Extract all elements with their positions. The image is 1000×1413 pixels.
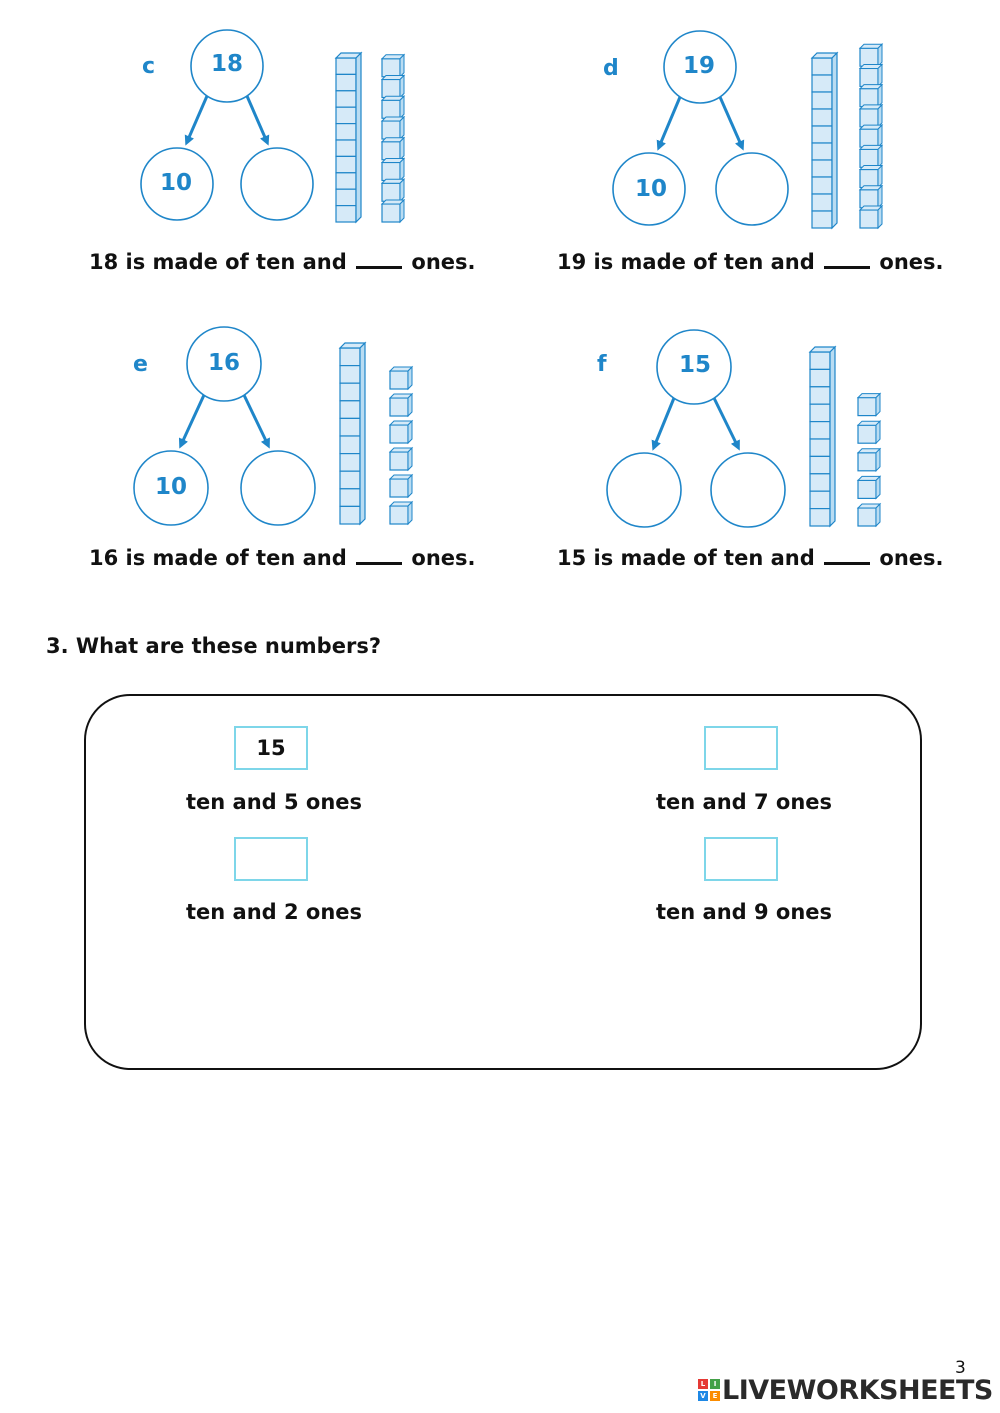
ones-cube-d: [860, 68, 878, 86]
ones-cube-side-e: [408, 448, 412, 470]
blank-d[interactable]: [824, 250, 870, 269]
ten-rod-cell-f: [810, 404, 830, 421]
ten-rod-side-f: [830, 347, 835, 526]
ten-rod-cell-c: [336, 189, 356, 205]
ones-cube-side-e: [408, 502, 412, 524]
ten-rod-cell-d: [812, 211, 832, 228]
whole-number-d: 19: [682, 53, 715, 79]
part-number-d: 10: [634, 176, 667, 202]
item-label-3: ten and 2 ones: [186, 900, 363, 924]
ten-rod-cell-d: [812, 58, 832, 75]
sentence-c-start: 18 is made of ten and: [89, 250, 347, 274]
arrow-right-c: [247, 96, 267, 142]
ten-rod-cell-d: [812, 143, 832, 160]
ones-cube-d: [860, 170, 878, 188]
ten-rod-cell-e: [340, 366, 360, 384]
ten-rod-cell-d: [812, 126, 832, 143]
ten-rod-cell-d: [812, 75, 832, 92]
blank-e[interactable]: [356, 546, 402, 565]
ten-rod-side-d: [832, 53, 837, 228]
arrow-right-e: [244, 395, 268, 445]
ones-cube-side-f: [876, 504, 880, 526]
part-number-e: 10: [154, 474, 187, 500]
item-label-1: ten and 5 ones: [186, 790, 363, 814]
sentence-f-end: ones.: [879, 546, 944, 570]
number-bond-diagrams: [0, 0, 1000, 600]
arrow-right-d: [720, 97, 742, 147]
ones-cube-side-c: [400, 138, 404, 160]
sentence-c-end: ones.: [411, 250, 476, 274]
ten-rod-cell-e: [340, 489, 360, 507]
ones-cube-e: [390, 479, 408, 497]
ones-cube-side-d: [878, 85, 882, 107]
ones-cube-c: [382, 142, 400, 160]
ones-cube-f: [858, 480, 876, 498]
ten-rod-cell-e: [340, 348, 360, 366]
sentence-e: [89, 546, 476, 570]
ones-cube-d: [860, 89, 878, 107]
sentence-d-end: ones.: [879, 250, 944, 274]
ones-cube-side-c: [400, 76, 404, 98]
ten-rod-cell-d: [812, 194, 832, 211]
ten-rod-cell-c: [336, 206, 356, 222]
blank-c[interactable]: [356, 250, 402, 269]
whole-number-e: 16: [207, 350, 240, 376]
ten-rod-cell-e: [340, 418, 360, 436]
ones-cube-side-d: [878, 186, 882, 208]
ten-rod-cell-c: [336, 124, 356, 140]
whole-number-f: 15: [678, 352, 711, 378]
ones-cube-e: [390, 506, 408, 524]
ones-cube-d: [860, 190, 878, 208]
page-number: 3: [955, 1358, 966, 1378]
ones-cube-side-d: [878, 166, 882, 188]
answer-box-2[interactable]: [704, 726, 778, 770]
whole-number-c: 18: [210, 51, 243, 77]
ten-rod-cell-e: [340, 401, 360, 419]
answer-box-1[interactable]: 15: [234, 726, 308, 770]
problem-letter-e: e: [133, 352, 148, 377]
answer-box-3[interactable]: [234, 837, 308, 881]
ones-cube-e: [390, 425, 408, 443]
part-circle-right-d: [716, 153, 788, 225]
ten-rod-cell-d: [812, 92, 832, 109]
sentence-f: [557, 546, 944, 570]
ten-rod-cell-e: [340, 506, 360, 524]
sentence-d-start: 19 is made of ten and: [557, 250, 815, 274]
ones-cube-e: [390, 452, 408, 470]
sentence-e-start: 16 is made of ten and: [89, 546, 347, 570]
ten-rod-cell-f: [810, 474, 830, 491]
liveworksheets-logo: [698, 1374, 993, 1406]
ten-rod-cell-f: [810, 491, 830, 508]
part-circle-right-f: [711, 453, 785, 527]
item-label-4: ten and 9 ones: [656, 900, 833, 924]
ten-rod-cell-d: [812, 109, 832, 126]
ones-cube-c: [382, 80, 400, 98]
ten-rod-cell-f: [810, 509, 830, 526]
ten-rod-cell-c: [336, 58, 356, 74]
ten-rod-cell-d: [812, 177, 832, 194]
problem-letter-c: c: [142, 54, 156, 79]
part-circle-right-e: [241, 451, 315, 525]
ten-rod-cell-f: [810, 439, 830, 456]
ones-cube-f: [858, 453, 876, 471]
arrow-left-d: [659, 97, 680, 147]
ten-rod-cell-c: [336, 173, 356, 189]
ones-cube-d: [860, 109, 878, 127]
ones-cube-side-f: [876, 476, 880, 498]
ten-rod-cell-f: [810, 369, 830, 386]
problem-letter-f: f: [597, 352, 607, 377]
ones-cube-side-c: [400, 179, 404, 201]
ones-cube-e: [390, 398, 408, 416]
ones-cube-side-d: [878, 105, 882, 127]
ones-cube-d: [860, 129, 878, 147]
section3-question: 3. What are these numbers?: [46, 634, 381, 658]
arrow-left-c: [187, 96, 207, 142]
item-label-2: ten and 7 ones: [656, 790, 833, 814]
logo-grid-icon: L I V E: [698, 1379, 720, 1401]
ones-cube-d: [860, 149, 878, 167]
ones-cube-d: [860, 48, 878, 66]
ones-cube-side-c: [400, 159, 404, 181]
part-circle-left-f: [607, 453, 681, 527]
ones-cube-f: [858, 508, 876, 526]
arrow-left-e: [181, 395, 204, 445]
ones-cube-side-d: [878, 145, 882, 167]
problem-letter-d: d: [603, 56, 619, 81]
ten-rod-cell-f: [810, 456, 830, 473]
ones-cube-f: [858, 425, 876, 443]
ones-cube-c: [382, 121, 400, 139]
ten-rod-cell-f: [810, 387, 830, 404]
ones-cube-side-d: [878, 64, 882, 86]
sentence-c: [89, 250, 476, 274]
ones-cube-f: [858, 398, 876, 416]
ones-cube-side-c: [400, 200, 404, 222]
ones-cube-side-e: [408, 475, 412, 497]
ones-cube-d: [860, 210, 878, 228]
ones-cube-c: [382, 204, 400, 222]
ones-cube-side-d: [878, 206, 882, 228]
ten-rod-cell-c: [336, 91, 356, 107]
ones-cube-side-d: [878, 125, 882, 147]
sentence-f-start: 15 is made of ten and: [557, 546, 815, 570]
ones-cube-side-f: [876, 394, 880, 416]
ten-rod-cell-e: [340, 436, 360, 454]
ten-rod-cell-c: [336, 140, 356, 156]
ten-rod-side-c: [356, 53, 361, 222]
ones-cube-side-c: [400, 96, 404, 118]
part-circle-right-c: [241, 148, 313, 220]
arrow-left-f: [654, 398, 674, 447]
ten-rod-cell-e: [340, 471, 360, 489]
ones-cube-side-c: [400, 55, 404, 77]
ones-cube-side-d: [878, 44, 882, 66]
answer-box-4[interactable]: [704, 837, 778, 881]
ten-rod-cell-f: [810, 422, 830, 439]
ten-rod-cell-c: [336, 74, 356, 90]
ten-rod-cell-c: [336, 156, 356, 172]
ones-cube-c: [382, 183, 400, 201]
logo-text: LIVEWORKSHEETS: [722, 1374, 993, 1406]
ten-rod-cell-d: [812, 160, 832, 177]
ones-cube-side-f: [876, 421, 880, 443]
ones-cube-side-f: [876, 449, 880, 471]
ten-rod-cell-c: [336, 107, 356, 123]
ones-cube-e: [390, 371, 408, 389]
ones-cube-side-e: [408, 394, 412, 416]
blank-f[interactable]: [824, 546, 870, 565]
ones-cube-side-e: [408, 367, 412, 389]
ten-rod-cell-e: [340, 454, 360, 472]
ones-cube-side-e: [408, 421, 412, 443]
ones-cube-c: [382, 59, 400, 77]
answers-panel: [84, 694, 922, 1070]
sentence-d: [557, 250, 944, 274]
ten-rod-cell-f: [810, 352, 830, 369]
arrow-right-f: [714, 398, 738, 447]
ones-cube-c: [382, 163, 400, 181]
part-number-c: 10: [159, 170, 192, 196]
ones-cube-side-c: [400, 117, 404, 139]
ten-rod-side-e: [360, 343, 365, 524]
sentence-e-end: ones.: [411, 546, 476, 570]
ones-cube-c: [382, 100, 400, 118]
ten-rod-cell-e: [340, 383, 360, 401]
